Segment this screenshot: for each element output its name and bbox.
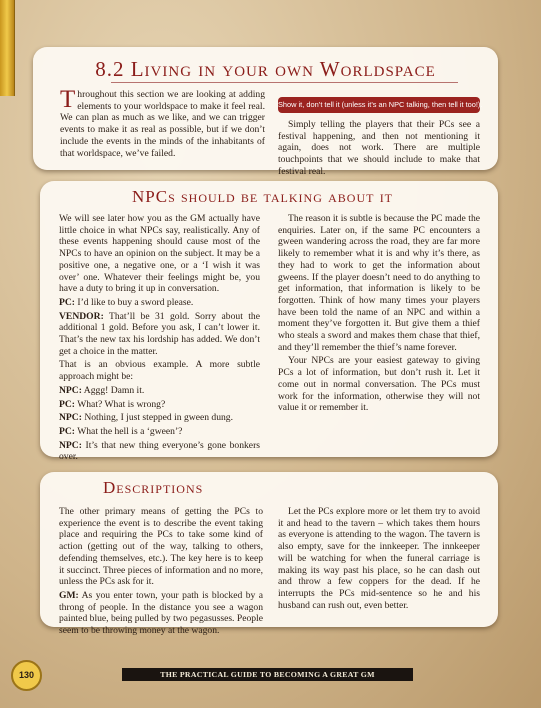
dialogue-line: PC: I’d like to buy a sword please. <box>59 296 194 308</box>
title-underline <box>111 82 458 83</box>
footer-banner: THE PRACTICAL GUIDE TO BECOMING A GREAT GM <box>122 668 413 681</box>
section-descriptions <box>40 472 498 637</box>
npcs-right-paragraph-2: Your NPCs are your easiest gateway to giving PCs a lot of information, but don’t rush it. Let it come out in normal conversation. The PCs must work for the information, otherwise they will not value it or remember it. <box>278 355 480 414</box>
page-number: 130 <box>11 660 42 691</box>
npcs-right-paragraph-1: The reason it is subtle is because the PC made the enquiries. Later on, if the same PC encounters a gween wandering across the road, they are far more likely to remember what it is and why it’s there, as they had to work to get the information about gweens. If the player doesn’t need to do anything to get information, that information is likely to be forgotten. Think of how many times your players have been told the name of an NPC and within a moment they’ve forgotten it. But give them a thief who steals a sword and makes them chase that thief, and they’ll remember the thief’s name forever. <box>278 213 480 353</box>
intro-text: hroughout this section we are looking at adding elements to your worldspace to make it feel real. We can plan as much as we like, and we can trigger events to make it as real as possible, but if we don’t include the events in the minds of the inhabitants of that worldspace, we’ve failed. <box>60 89 265 159</box>
dialogue-line: PC: What? What is wrong? <box>59 398 166 410</box>
section-title-descriptions: Descriptions <box>103 478 204 497</box>
dialogue-line: NPC: It’s that new thing everyone’s gone bonkers over. <box>59 439 260 463</box>
section-living-worldspace <box>33 47 498 177</box>
festival-paragraph: Simply telling the players that their PCs see a festival happening, and then not mentioning it again, does not work. There are multiple touchpoints that we should include to make that festival real. <box>278 119 480 177</box>
gm-dialogue: GM: As you enter town, your path is blocked by a throng of people. In the distance you see a wagon painted blue, being pulled by two pegasusses. People seem to be throwing money at the wagon. <box>59 589 263 637</box>
dialogue-line: NPC: Nothing, I just stepped in gween dung. <box>59 412 234 424</box>
dialogue-line: VENDOR: That’ll be 31 gold. Sorry about the additional 1 gold. Before you ask, I can’t lower it. That’s the new tax his lordship has added. We don’t get a choice in the matter. <box>59 310 260 357</box>
descriptions-paragraph-1: The other primary means of getting the PCs to experience the event is to describe the event taking place and requiring the PCs to take some kind of action (getting out of the way, talking to others, defending themselves, etc.). The key here is to keep it succinct. Three pieces of information and no more, unless the PCs ask for it. <box>59 506 263 588</box>
section-npcs-talking <box>40 181 498 463</box>
drop-cap: T <box>60 86 76 113</box>
dialogue-line: PC: What the hell is a ‘gween’? <box>59 425 183 437</box>
intro-column <box>60 86 265 161</box>
npcs-right-column <box>278 213 480 416</box>
gold-edge-decoration <box>0 0 15 96</box>
dialogue-line: NPC: Aggg! Damn it. <box>59 384 145 396</box>
right-column-1 <box>278 119 480 180</box>
section-title-living-worldspace: 8.2 Living in your own Worldspace <box>95 57 436 81</box>
descriptions-right-column <box>278 506 480 613</box>
npcs-paragraph-1: We will see later how you as the GM actually have little choice in what NPCs say, realistically. Any of these events happening should cause most of the NPCs to have an opinion on the subject. It may be a positive one, a negative one, or a ‘I wish it was over’ one. Whatever their feelings might be, you have a duty to bring it up in conversation. <box>59 213 260 295</box>
descriptions-right-paragraph: Let the PCs explore more or let them try to avoid it and head to the tavern – which takes them hours as everyone is attending to the wagon. The tavern is also empty, save for the innkeeper. The innkeeper will be watching for when the funeral carriage is making its way past his place, so he can dash out and throw a few coppers for the dead. If he interrupts the PCs mid-sentence so he and his husband can rush out, even better. <box>278 506 480 611</box>
descriptions-left-column <box>59 506 263 639</box>
intro-paragraph <box>60 86 265 159</box>
npcs-paragraph-2: That is an obvious example. A more subtle approach might be: <box>59 359 260 383</box>
callout-banner: Show it, don’t tell it (unless it’s an NPC talking, then tell it too!). <box>278 97 480 113</box>
section-title-npcs: NPCs should be talking about it <box>132 187 394 206</box>
npcs-left-column <box>59 213 260 465</box>
